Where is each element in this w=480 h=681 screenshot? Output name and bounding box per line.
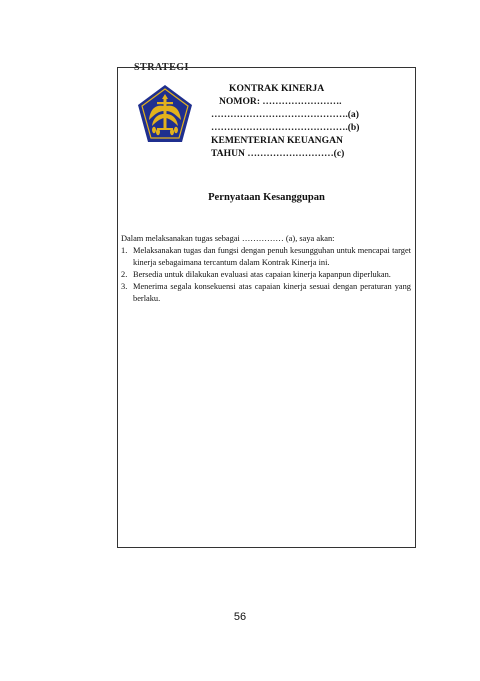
statement-title: Pernyataan Kesanggupan bbox=[208, 192, 325, 203]
pledge-number: 2. bbox=[121, 270, 128, 279]
contract-title: KONTRAK KINERJA bbox=[229, 83, 325, 94]
pledge-text: Bersedia untuk dilakukan evaluasi atas capaian kinerja kapanpun diperlukan. bbox=[133, 270, 391, 279]
pledge-number: 1. bbox=[121, 246, 128, 255]
contract-year-line: TAHUN ………………………(c) bbox=[211, 148, 345, 159]
section-header: STRATEGI bbox=[134, 62, 189, 73]
pledge-list bbox=[121, 245, 411, 305]
contract-line-a: …………………………………….(a) bbox=[211, 109, 359, 120]
pledge-number: 3. bbox=[121, 282, 128, 291]
ministry-of-finance-emblem-icon bbox=[137, 84, 193, 144]
pledge-text: Menerima segala konsekuensi atas capaian kinerja sesuai dengan peraturan yang berlaku. bbox=[133, 282, 411, 303]
contract-line-b: …………………………………….(b) bbox=[211, 122, 360, 133]
ministry-name: KEMENTERIAN KEUANGAN bbox=[211, 135, 343, 146]
pledge-item bbox=[121, 269, 411, 281]
statement-intro: Dalam melaksanakan tugas sebagai …………… (a), saya akan: bbox=[121, 234, 335, 243]
page-number: 56 bbox=[233, 611, 247, 623]
contract-document-frame bbox=[117, 67, 416, 548]
pledge-text: Melaksanakan tugas dan fungsi dengan penuh kesungguhan untuk mencapai target kinerja sebagaimana tercantum dalam Kontrak Kinerja ini. bbox=[133, 246, 411, 267]
pledge-item bbox=[121, 245, 411, 269]
statement-body bbox=[121, 233, 411, 305]
pledge-item bbox=[121, 281, 411, 305]
contract-heading bbox=[211, 82, 411, 160]
contract-number-line: NOMOR: ……………………. bbox=[219, 96, 342, 107]
